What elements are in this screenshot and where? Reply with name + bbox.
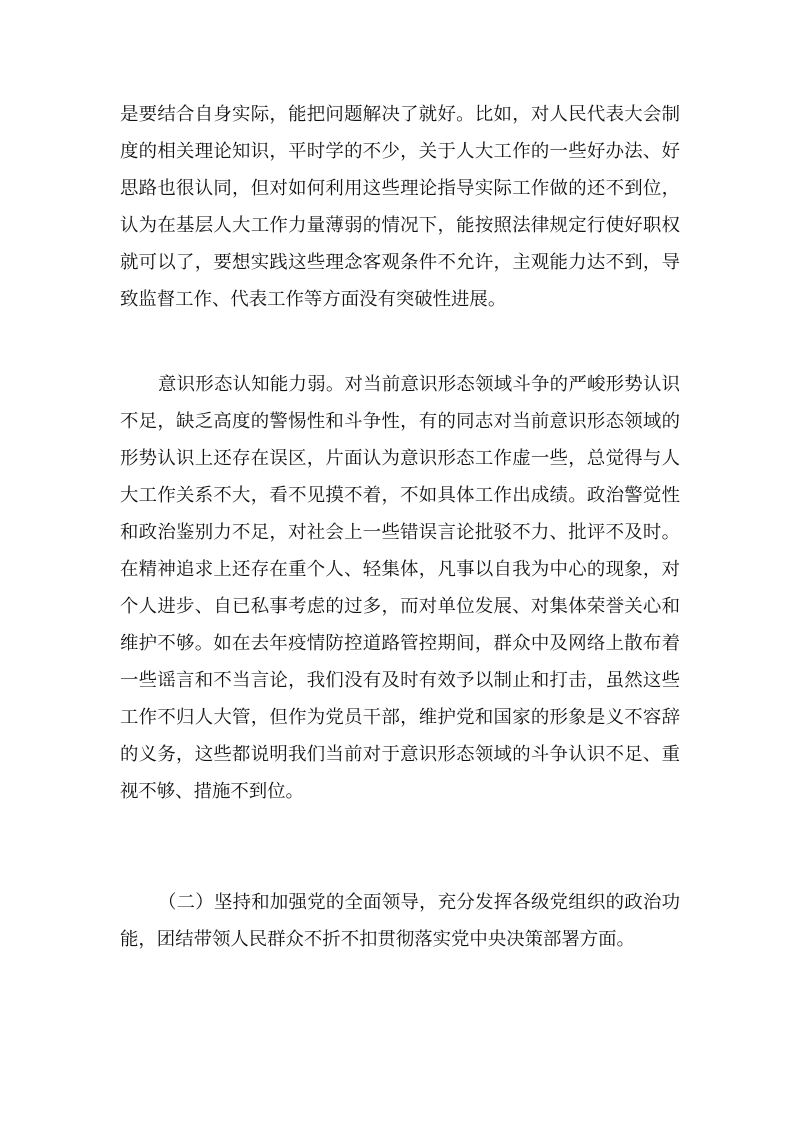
text-line: 思路也很认同，但对如何利用这些理论指导实际工作做的还不到位， — [120, 178, 680, 199]
text-line: 一些谣言和不当言论，我们没有及时有效予以制止和打击，虽然这些 — [120, 670, 680, 691]
text-line: 致监督工作、代表工作等方面没有突破性进展。 — [120, 289, 507, 310]
text-line: 在精神追求上还存在重个人、轻集体，凡事以自我为中心的现象，对 — [120, 559, 680, 580]
text-line: 视不够、措施不到位。 — [120, 781, 304, 802]
text-line: （二）坚持和加强党的全面领导，充分发挥各级党组织的政治功 — [158, 892, 680, 913]
text-line: 能，团结带领人民群众不折不扣贯彻落实党中央决策部署方面。 — [120, 929, 635, 950]
text-line: 意识形态认知能力弱。对当前意识形态领域斗争的严峻形势认识 — [158, 374, 680, 395]
text-line: 形势认识上还存在误区，片面认为意识形态工作虚一些，总觉得与人 — [120, 448, 680, 469]
text-line: 维护不够。如在去年疫情防控道路管控期间，群众中及网络上散布着 — [120, 633, 680, 654]
paragraph-2 — [120, 366, 680, 810]
paragraph-1 — [120, 96, 680, 318]
text-line: 度的相关理论知识，平时学的不少，关于人大工作的一些好办法、好 — [120, 141, 680, 162]
text-line: 个人进步、自已私事考虑的过多，而对单位发展、对集体荣誉关心和 — [120, 596, 680, 617]
section-heading-paragraph — [120, 884, 680, 958]
text-line: 的义务，这些都说明我们当前对于意识形态领域的斗争认识不足、重 — [120, 744, 680, 765]
text-line: 就可以了，要想实践这些理念客观条件不允许，主观能力达不到，导 — [120, 252, 680, 273]
text-line: 大工作关系不大，看不见摸不着，不如具体工作出成绩。政治警觉性 — [120, 485, 680, 506]
text-line: 认为在基层人大工作力量薄弱的情况下，能按照法律规定行使好职权 — [120, 215, 680, 236]
text-line: 工作不归人大管，但作为党员干部，维护党和国家的形象是义不容辞 — [120, 707, 680, 728]
text-line: 和政治鉴别力不足，对社会上一些错误言论批驳不力、批评不及时。 — [120, 522, 680, 543]
text-line: 不足，缺乏高度的警惕性和斗争性，有的同志对当前意识形态领域的 — [120, 411, 680, 432]
text-line: 是要结合自身实际，能把问题解决了就好。比如，对人民代表大会制 — [120, 104, 680, 125]
